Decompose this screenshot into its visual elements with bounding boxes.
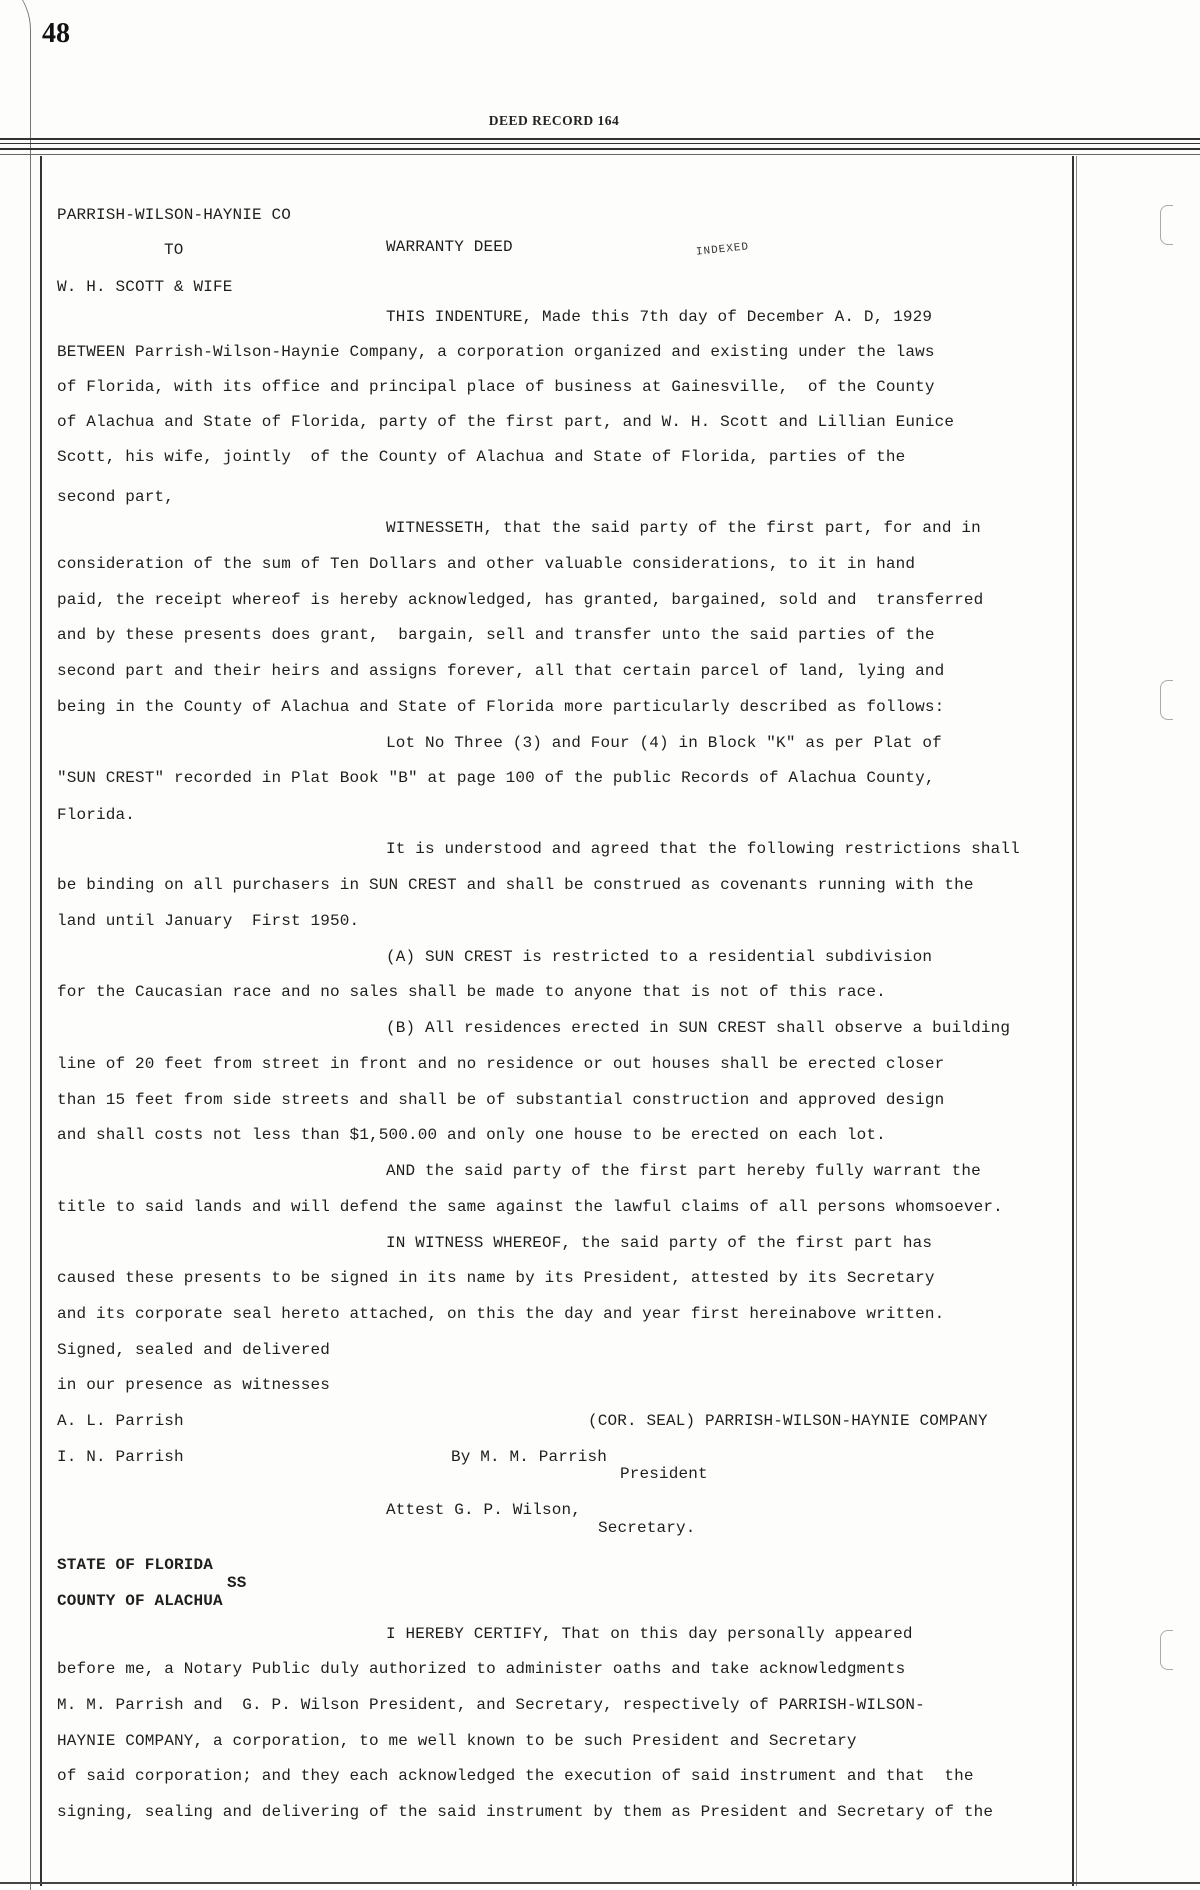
body-line: second part, (57, 488, 175, 506)
grantee-name: W. H. SCOTT & WIFE (57, 278, 233, 296)
body-line: AND the said party of the first part hereby fully warrant the (386, 1162, 981, 1180)
body-line: paid, the receipt whereof is hereby acknowledged, has granted, bargained, sold and transferred (57, 591, 984, 609)
attest-name: Attest G. P. Wilson, (386, 1501, 582, 1519)
body-line: and its corporate seal hereto attached, on this the day and year first hereinabove written. (57, 1305, 945, 1323)
body-line: (A) SUN CREST is restricted to a residential subdivision (386, 948, 933, 966)
body-line: Florida. (57, 806, 136, 824)
body-line: Lot No Three (3) and Four (4) in Block "K" as per Plat of (386, 734, 942, 752)
body-line: line of 20 feet from street in front and no residence or out houses shall be erected closer (57, 1055, 945, 1073)
body-line: It is understood and agreed that the following restrictions shall (386, 840, 1020, 858)
to-label: TO (164, 241, 184, 259)
page-number: 48 (42, 18, 70, 49)
body-line: (B) All residences erected in SUN CREST shall observe a building (386, 1019, 1011, 1037)
body-line: of Florida, with its office and principal place of business at Gainesville, of the County (57, 378, 935, 396)
witness-name: I. N. Parrish (57, 1448, 184, 1466)
certificate-line: M. M. Parrish and G. P. Wilson President, and Secretary, respectively of PARRISH-WILSON- (57, 1696, 925, 1714)
certificate-line: I HEREBY CERTIFY, That on this day personally appeared (386, 1625, 913, 1643)
certificate-line: HAYNIE COMPANY, a corporation, to me well known to be such President and Secretary (57, 1732, 857, 1750)
document-type: WARRANTY DEED (386, 238, 513, 256)
page-curl-edge (0, 0, 31, 1890)
body-line: second part and their heirs and assigns forever, all that certain parcel of land, lying and (57, 662, 945, 680)
body-line: IN WITNESS WHEREOF, the said party of the first part has (386, 1234, 933, 1252)
body-line: caused these presents to be signed in its name by its President, attested by its Secretary (57, 1269, 935, 1287)
body-line: than 15 feet from side streets and shall be of substantial construction and approved design (57, 1091, 945, 1109)
body-line: title to said lands and will defend the same against the lawful claims of all persons whomsoever. (57, 1198, 1003, 1216)
body-line: in our presence as witnesses (57, 1376, 331, 1394)
corporate-seal-line: (COR. SEAL) PARRISH-WILSON-HAYNIE COMPANY (588, 1412, 988, 1430)
body-line: and by these presents does grant, bargain, sell and transfer unto the said parties of the (57, 626, 935, 644)
body-line: for the Caucasian race and no sales shall be made to anyone that is not of this race. (57, 983, 886, 1001)
venue-county: COUNTY OF ALACHUA (57, 1592, 223, 1610)
right-margin-line (1072, 156, 1074, 1886)
body-line: land until January First 1950. (57, 912, 360, 930)
venue-ss: SS (227, 1574, 247, 1592)
body-line: BETWEEN Parrish-Wilson-Haynie Company, a corporation organized and existing under the laws (57, 343, 935, 361)
body-line: consideration of the sum of Ten Dollars and other valuable considerations, to it in hand (57, 555, 916, 573)
indexed-stamp: INDEXED (695, 241, 750, 259)
body-line: being in the County of Alachua and State of Florida more particularly described as follows: (57, 698, 945, 716)
page-header-title: DEED RECORD 164 (488, 113, 620, 128)
body-line: be binding on all purchasers in SUN CREST and shall be construed as covenants running with the (57, 876, 974, 894)
body-line: THIS INDENTURE, Made this 7th day of December A. D, 1929 (386, 308, 933, 326)
certificate-line: before me, a Notary Public duly authorized to administer oaths and take acknowledgments (57, 1660, 906, 1678)
body-line: WITNESSETH, that the said party of the first part, for and in (386, 519, 981, 537)
certificate-line: signing, sealing and delivering of the said instrument by them as President and Secretary of the (57, 1803, 994, 1821)
body-line: Signed, sealed and delivered (57, 1341, 331, 1359)
witness-name: A. L. Parrish (57, 1412, 184, 1430)
header-rule (0, 143, 1200, 144)
header-rule (0, 154, 1200, 155)
body-line: "SUN CREST" recorded in Plat Book "B" at page 100 of the public Records of Alachua County, (57, 769, 935, 787)
binding-ring-mark (1160, 680, 1173, 720)
right-margin-line (1076, 156, 1077, 1886)
left-margin-line (40, 156, 42, 1886)
header-rule (0, 138, 1200, 140)
signatory-title: President (620, 1465, 708, 1483)
certificate-line: of said corporation; and they each acknowledged the execution of said instrument and that the (57, 1767, 974, 1785)
header-rule (0, 148, 1200, 150)
binding-ring-mark (1160, 205, 1173, 245)
signatory-name: By M. M. Parrish (451, 1448, 608, 1466)
body-line: of Alachua and State of Florida, party of the first part, and W. H. Scott and Lillian Eunice (57, 413, 955, 431)
binding-ring-mark (1160, 1630, 1173, 1670)
grantor-name: PARRISH-WILSON-HAYNIE CO (57, 206, 292, 224)
attest-title: Secretary. (598, 1519, 696, 1537)
body-line: Scott, his wife, jointly of the County of Alachua and State of Florida, parties of the (57, 448, 906, 466)
venue-state: STATE OF FLORIDA (57, 1556, 214, 1574)
body-line: and shall costs not less than $1,500.00 and only one house to be erected on each lot. (57, 1126, 886, 1144)
bottom-rule (0, 1882, 1200, 1884)
